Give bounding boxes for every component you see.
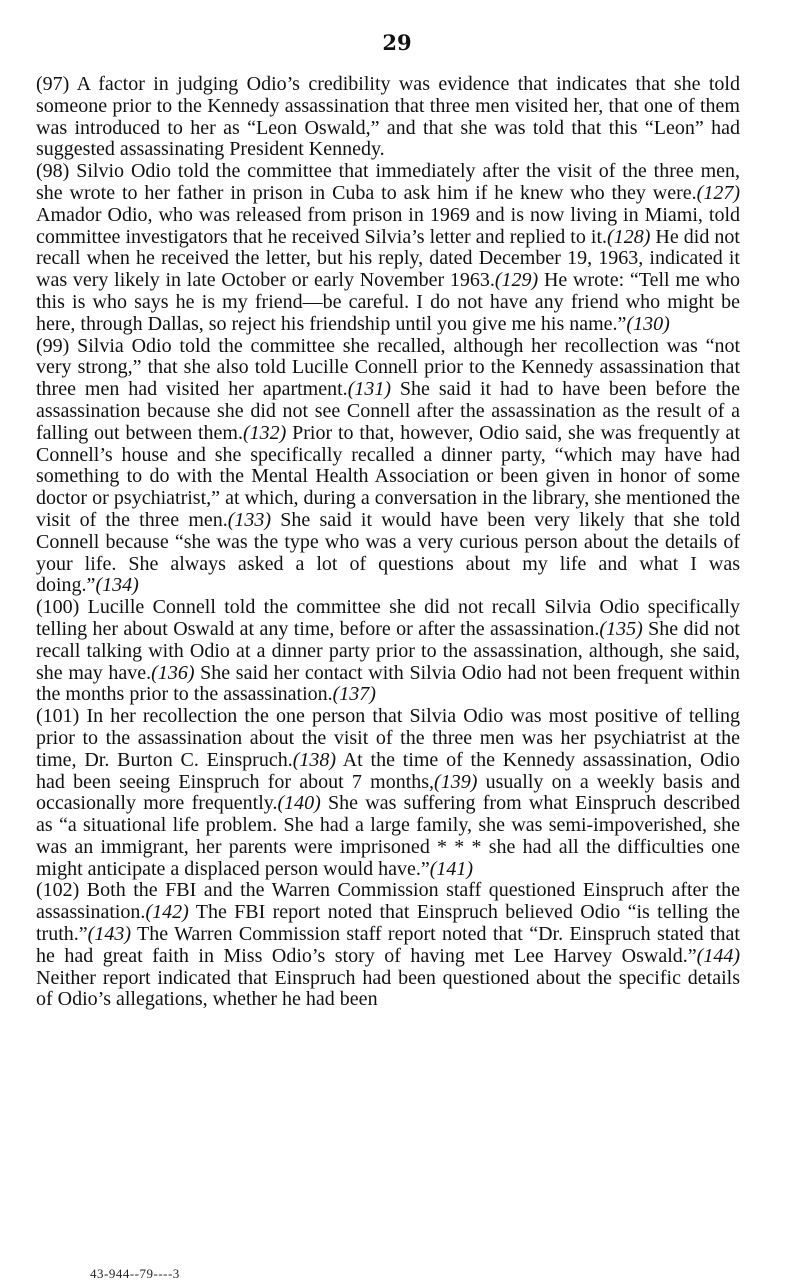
page-number: 29 bbox=[382, 30, 412, 55]
text-segment: At the time of the Kennedy assassination, Odio had been seeing Einspruch for about 7 months, bbox=[36, 748, 740, 793]
footnote-reference: (132) bbox=[242, 421, 287, 444]
text-segment: Prior to that, however, Odio said, she was frequently at Connell’s house and she specifically recalled a dinner party, “which may have had something to do with the Mental Health Association or been given in honor of some doctor or psychiatrist,” at which, during a conversation in the library, she mentioned the visit of the three men. bbox=[36, 421, 740, 531]
paragraph bbox=[36, 597, 740, 706]
footnote-reference: (137) bbox=[332, 683, 376, 706]
text-segment: Both the FBI and the Warren Commission staff questioned Einspruch after the assassination. bbox=[36, 879, 740, 924]
text-segment: A factor in judging Odio’s credibility was evidence that indicates that she told someone prior to the Kennedy assassination that three men visited her, that one of them was introduced to her as “Leon Oswald,” and that she was told that this “Leon” had suggested assassinating President Kennedy. bbox=[36, 73, 740, 161]
footnote-reference: (138) bbox=[292, 748, 337, 771]
paragraph-number: (101) bbox=[36, 705, 80, 728]
footnote-reference: (127) bbox=[696, 181, 740, 204]
paragraph bbox=[36, 74, 740, 161]
footnote-reference: (133) bbox=[227, 508, 272, 531]
footnote-reference: (128) bbox=[607, 225, 651, 248]
paragraph-number: (99) bbox=[36, 334, 70, 357]
text-segment: She said it had to have been before the assassination because she did not see Connell after the assassination as the result of a falling out between them. bbox=[36, 378, 741, 444]
text-segment: The Warren Commission staff report noted that “Dr. Einspruch stated that he had great faith in Miss Odio’s story of having met Lee Harvey Oswald.” bbox=[36, 923, 740, 967]
footnote-reference: (139) bbox=[434, 770, 478, 793]
text-segment: Neither report indicated that Einspruch had been questioned about the specific details of Odio’s allegations, whether he had been bbox=[36, 966, 740, 1011]
paragraph bbox=[36, 706, 740, 880]
footnote-reference: (136) bbox=[151, 661, 195, 684]
text-segment: Silvia Odio told the committee she recalled, although her recollection was “not very strong,” that she also told Lucille Connell prior to the Kennedy assassination that three men had visited her apartment. bbox=[36, 334, 740, 401]
paragraph bbox=[36, 161, 740, 335]
footnote-reference: (130) bbox=[626, 312, 670, 335]
footnote-reference: (140) bbox=[277, 792, 321, 815]
body-text bbox=[36, 74, 740, 1011]
text-segment: She was suffering from what Einspruch described as “a situational life problem. She had a large family, she was semi-impoverished, she was an immigrant, her parents were imprisoned * * * she had all the difficulties one might anticipate a displaced person would have.” bbox=[36, 792, 741, 880]
paragraph bbox=[36, 880, 740, 1011]
footnote-reference: (134) bbox=[95, 574, 139, 597]
paragraph-number: (102) bbox=[36, 879, 80, 902]
footnote-reference: (142) bbox=[145, 901, 189, 924]
text-segment: He did not recall when he received the letter, but his reply, dated December 19, 1963, indicated it was very likely in late October or early November 1963. bbox=[36, 225, 740, 292]
footnote-reference: (141) bbox=[429, 857, 474, 880]
footnote-reference: (129) bbox=[494, 269, 539, 292]
footnote-reference: (135) bbox=[599, 617, 643, 640]
text-segment: Silvio Odio told the committee that immediately after the visit of the three men, she wrote to her father in prison in Cuba to ask him if he knew who they were. bbox=[36, 160, 740, 204]
footnote-reference: (144) bbox=[696, 944, 740, 967]
text-segment: In her recollection the one person that Silvia Odio was most positive of telling prior to the assassination about the visit of the three men was her psychiatrist at the time, Dr. Burton C. Einspruch. bbox=[36, 705, 740, 771]
paragraph-number: (100) bbox=[36, 596, 80, 619]
text-segment: The FBI report noted that Einspruch believed Odio “is telling the truth.” bbox=[36, 901, 740, 946]
text-segment: He wrote: “Tell me who this is who says he is my friend—be careful. I do not have any friend who might be here, through Dallas, so reject his friendship until you give me his name.” bbox=[36, 269, 740, 335]
text-segment: usually on a weekly basis and occasionally more frequently. bbox=[36, 770, 741, 815]
paragraph-number: (97) bbox=[36, 73, 70, 95]
text-segment: She did not recall talking with Odio at a dinner party prior to the assassination, although, she said, she may have. bbox=[36, 617, 740, 684]
paragraph bbox=[36, 336, 740, 598]
paragraph-number: (98) bbox=[36, 160, 70, 183]
text-segment: She said her contact with Silvia Odio had not been frequent within the months prior to the assassination. bbox=[36, 661, 740, 706]
text-segment: Lucille Connell told the committee she did not recall Silvia Odio specifically telling her about Oswald at any time, before or after the assassination. bbox=[36, 596, 740, 640]
text-segment: She said it would have been very likely that she told Connell because “she was the type who was a very curious person about the details of your life. She always asked a lot of questions about my life and what I was doing.” bbox=[36, 508, 741, 597]
footnote-reference: (131) bbox=[347, 378, 392, 401]
text-segment: Amador Odio, who was released from prison in 1969 and is now living in Miami, told committee investigators that he received Silvia’s letter and replied to it. bbox=[36, 203, 740, 248]
footer-code: 43-944--79----3 bbox=[90, 1266, 180, 1281]
footnote-reference: (143) bbox=[87, 923, 131, 946]
